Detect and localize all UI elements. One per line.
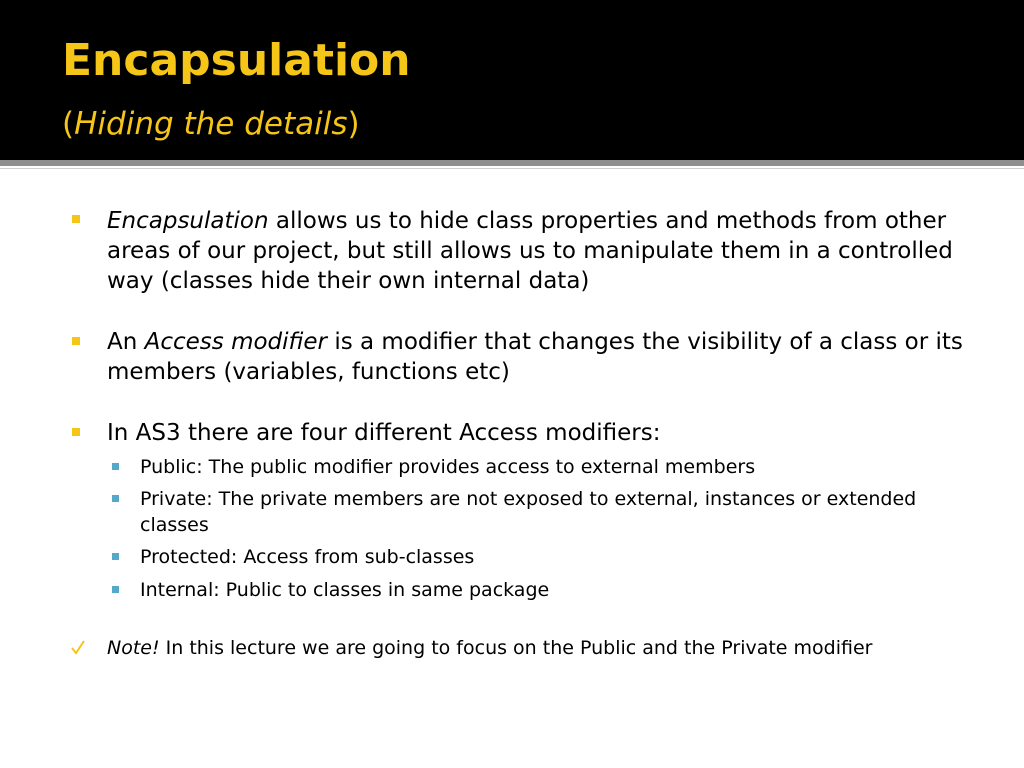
slide-title: Encapsulation xyxy=(62,35,411,86)
note-text: In this lecture we are going to focus on the Public and the Private modifier xyxy=(159,637,873,659)
subtitle-close-paren: ) xyxy=(347,106,360,142)
bullet-emphasis: Access modifier xyxy=(144,329,328,355)
bullet-emphasis: Encapsulation xyxy=(107,208,269,234)
bullet-text: is a modifier that changes the visibility of a class or its members (variables, functions etc) xyxy=(107,329,963,385)
sub-bullet-square-icon xyxy=(112,463,119,470)
bullet-square-icon xyxy=(72,337,80,345)
subtitle-text: Hiding the details xyxy=(74,106,348,142)
bullet-prefix: An xyxy=(107,329,145,355)
checkmark-icon xyxy=(70,638,86,656)
subtitle-open-paren: ( xyxy=(62,106,75,142)
sub-bullet-private: Private: The private members are not exposed to external, instances or extended classes xyxy=(140,488,917,536)
sub-bullet-public: Public: The public modifier provides access to external members xyxy=(140,456,756,478)
bullet-square-icon xyxy=(72,215,80,223)
sub-bullet-internal: Internal: Public to classes in same package xyxy=(140,579,550,601)
bullet-access-modifier xyxy=(107,327,967,387)
sub-bullet-square-icon xyxy=(112,553,119,560)
sub-bullet-square-icon xyxy=(112,586,119,593)
note-label: Note! xyxy=(107,637,160,659)
bullet-square-icon xyxy=(72,428,80,436)
sub-bullet-square-icon xyxy=(112,495,119,502)
note-item xyxy=(107,635,967,661)
sub-bullet-protected: Protected: Access from sub-classes xyxy=(140,546,475,568)
bullet-as3-modifiers: In AS3 there are four different Access modifiers: xyxy=(107,420,661,446)
bullet-encapsulation xyxy=(107,206,967,296)
bullet-text: allows us to hide class properties and methods from other areas of our project, but still allows us to manipulate them in a controlled way (classes hide their own internal data) xyxy=(107,208,953,294)
